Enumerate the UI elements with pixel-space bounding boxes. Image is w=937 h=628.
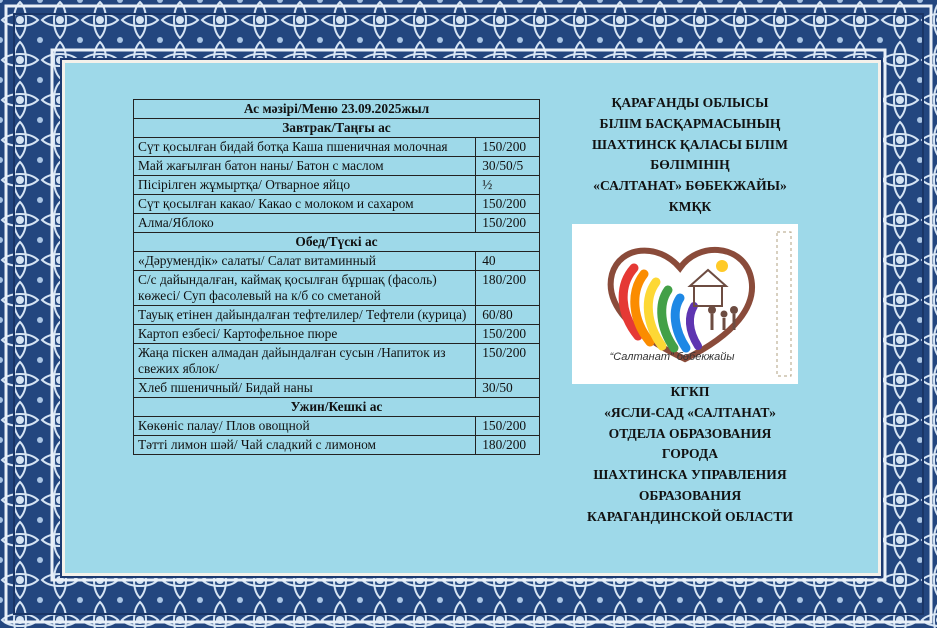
kindergarten-logo (572, 224, 798, 384)
dish-portion: 60/80 (476, 306, 540, 325)
org-line: БІЛІМ БАСҚАРМАСЫНЫҢ (599, 115, 781, 131)
org-line: КГКП (670, 384, 710, 399)
org-line: «САЛТАНАТ» БӨБЕКЖАЙЫ» (593, 178, 787, 194)
dish-name: Сүт қосылған какао/ Какао с молоком и сахаром (134, 195, 476, 214)
table-row (134, 252, 540, 271)
org-line: ОБРАЗОВАНИЯ (638, 487, 742, 503)
dish-name: Тауық етінен дайындалған тефтелилер/ Тефтели (курица) (134, 306, 476, 325)
menu-title: Ас мәзірі/Меню 23.09.2025жыл (134, 100, 540, 119)
dish-portion: 150/200 (476, 344, 540, 379)
dish-name: «Дәрумендік» салаты/ Салат витаминный (134, 252, 476, 271)
dish-name: Май жағылған батон наны/ Батон с маслом (134, 157, 476, 176)
org-line: ШАХТИНСК ҚАЛАСЫ БІЛІМ (592, 136, 788, 152)
logo-caption: “Салтанат” бөбекжайы (609, 351, 735, 363)
table-row (134, 214, 540, 233)
org-line: ШАХТИНСКА УПРАВЛЕНИЯ (593, 467, 787, 483)
dish-name: Жаңа піскен алмадан дайындалған сусын /Напиток из свежих яблок/ (134, 344, 476, 379)
table-row (134, 379, 540, 398)
org-line: КМҚК (668, 198, 712, 214)
dish-portion: 150/200 (476, 214, 540, 233)
dish-portion: ½ (476, 176, 540, 195)
dish-portion: 40 (476, 252, 540, 271)
org-line: ҚАРАҒАНДЫ ОБЛЫСЫ (611, 95, 769, 110)
dish-portion: 150/200 (476, 325, 540, 344)
dish-name: С/с дайындалған, каймақ қосылған бұршақ (фасоль) көжесі/ Суп фасолевый на к/б со сметаной (134, 271, 476, 306)
org-line: «ЯСЛИ-САД «САЛТАНАТ» (604, 404, 776, 420)
org-title-russian (565, 382, 815, 528)
dish-name: Картоп езбесі/ Картофельное пюре (134, 325, 476, 344)
dish-portion: 180/200 (476, 271, 540, 306)
dish-portion: 150/200 (476, 138, 540, 157)
dish-portion: 180/200 (476, 436, 540, 455)
dish-name: Тәтті лимон шәй/ Чай сладкий с лимоном (134, 436, 476, 455)
table-row (134, 195, 540, 214)
content-panel (62, 60, 881, 576)
menu-title-row (134, 100, 540, 119)
dish-name: Хлеб пшеничный/ Бидай наны (134, 379, 476, 398)
table-row (134, 271, 540, 306)
dish-portion: 150/200 (476, 417, 540, 436)
table-row (134, 417, 540, 436)
section-heading-row (134, 233, 540, 252)
org-line: ОТДЕЛА ОБРАЗОВАНИЯ (608, 425, 772, 441)
dish-name: Көкөніс палау/ Плов овощной (134, 417, 476, 436)
section-heading-row (134, 398, 540, 417)
dish-portion: 30/50/5 (476, 157, 540, 176)
dish-portion: 30/50 (476, 379, 540, 398)
table-row (134, 157, 540, 176)
org-line: КАРАГАНДИНСКОЙ ОБЛАСТИ (587, 508, 793, 524)
org-line: ГОРОДА (661, 446, 719, 462)
breakfast-heading: Завтрак/Таңғы ас (134, 119, 540, 138)
table-row (134, 306, 540, 325)
menu-table (133, 99, 540, 455)
table-row (134, 325, 540, 344)
dish-name: Пісірілген жұмыртқа/ Отварное яйцо (134, 176, 476, 195)
table-row (134, 176, 540, 195)
section-heading-row (134, 119, 540, 138)
table-row (134, 344, 540, 379)
table-row (134, 138, 540, 157)
dinner-heading: Ужин/Кешкі ас (134, 398, 540, 417)
dish-name: Сүт қосылған бидай ботқа Каша пшеничная молочная (134, 138, 476, 157)
dish-portion: 150/200 (476, 195, 540, 214)
lunch-heading: Обед/Түскі ас (134, 233, 540, 252)
table-row (134, 436, 540, 455)
dish-name: Алма/Яблоко (134, 214, 476, 233)
org-title-kazakh (565, 93, 815, 218)
org-line: БӨЛІМІНІҢ (650, 157, 730, 173)
